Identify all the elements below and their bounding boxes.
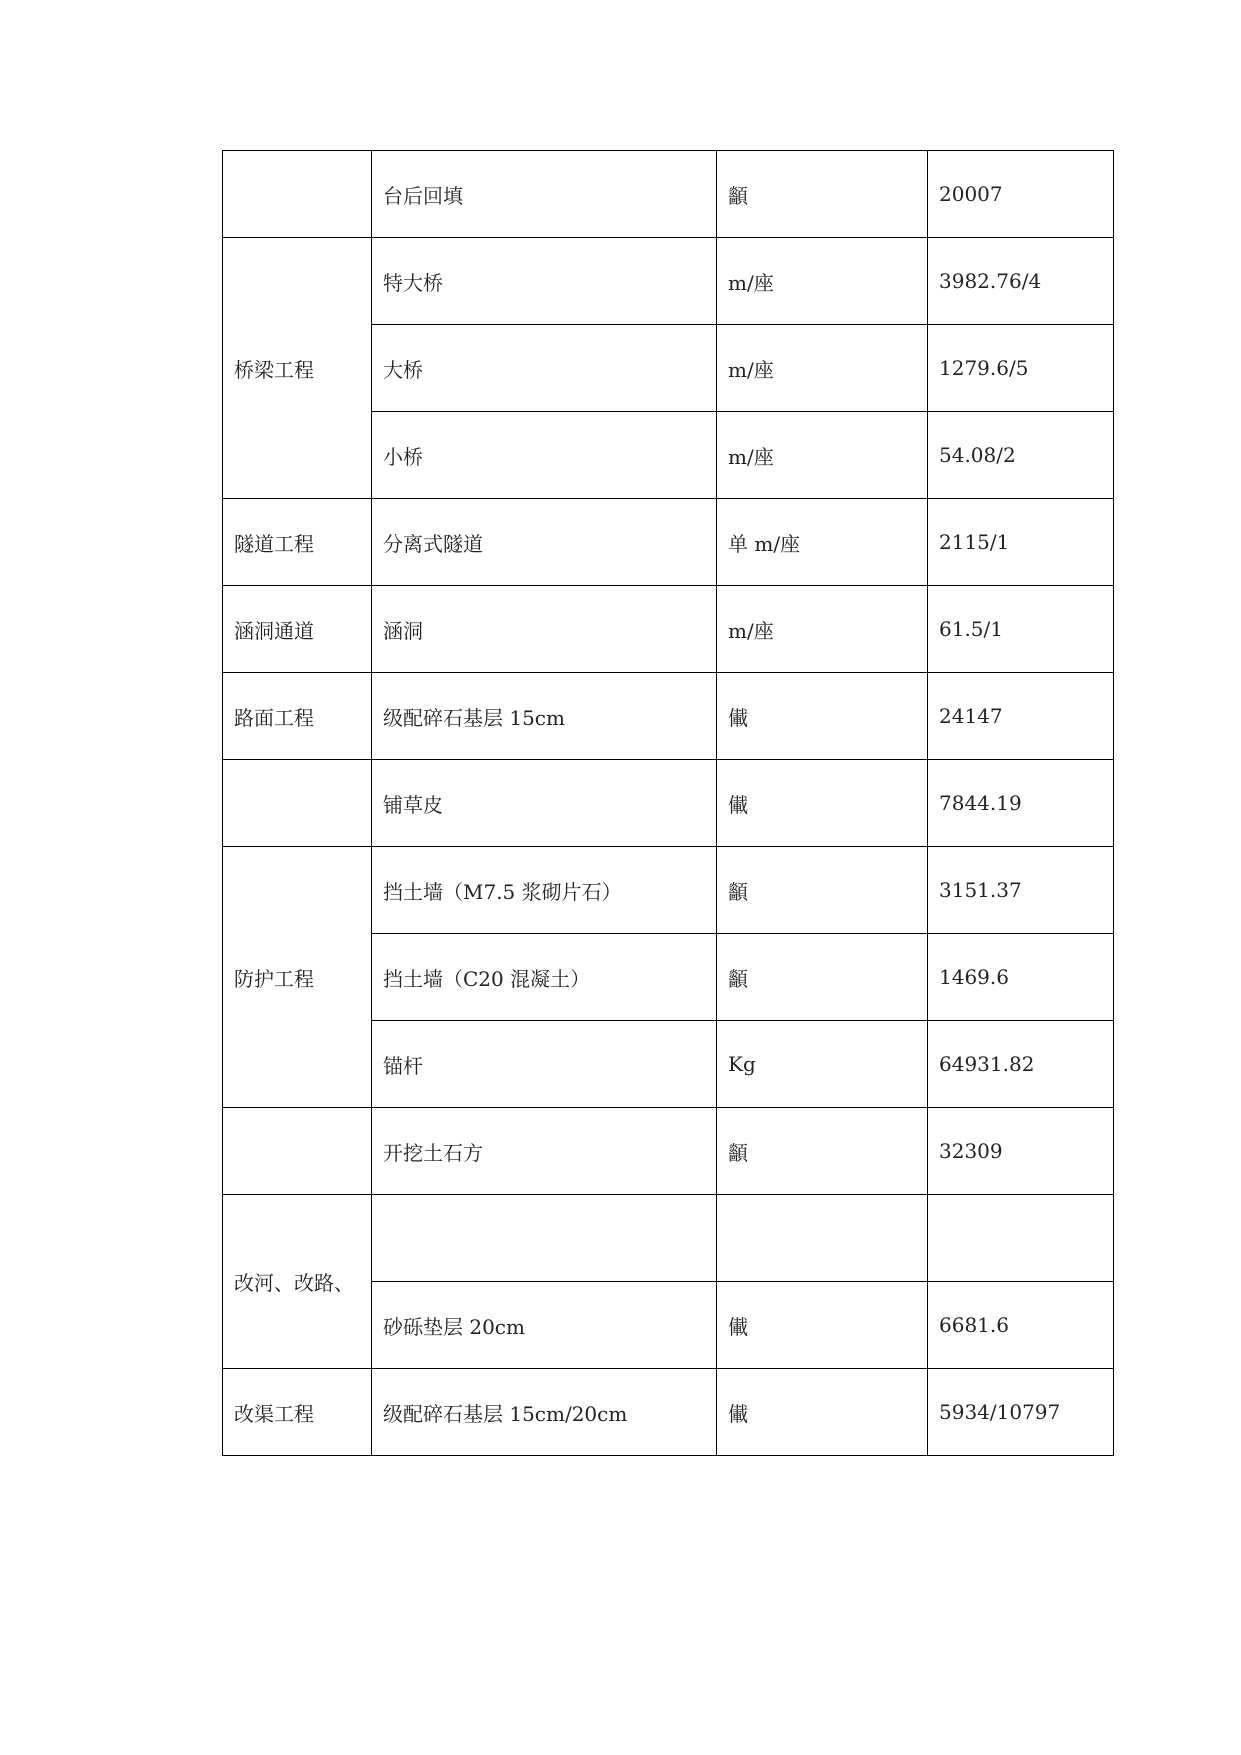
item-cell: 涵洞 [372, 586, 717, 673]
unit-cell: 单 m/座 [717, 499, 928, 586]
quantity-cell: 3982.76/4 [928, 238, 1114, 325]
category-cell: 桥梁工程 [223, 238, 372, 499]
table-row [223, 1369, 1114, 1456]
quantity-cell: 6681.6 [928, 1282, 1114, 1369]
item-cell: 分离式隧道 [372, 499, 717, 586]
item-cell: 铺草皮 [372, 760, 717, 847]
unit-cell: 儎 [717, 673, 928, 760]
unit-cell: m/座 [717, 412, 928, 499]
item-cell: 台后回填 [372, 151, 717, 238]
category-cell [223, 1108, 372, 1195]
table-row [223, 847, 1114, 934]
category-cell [223, 151, 372, 238]
quantity-cell: 32309 [928, 1108, 1114, 1195]
unit-cell: 顲 [717, 847, 928, 934]
item-cell: 挡土墙（M7.5 浆砌片石） [372, 847, 717, 934]
table-row [223, 673, 1114, 760]
quantity-cell: 2115/1 [928, 499, 1114, 586]
unit-cell: 顲 [717, 151, 928, 238]
quantity-cell: 24147 [928, 673, 1114, 760]
table-row [223, 1108, 1114, 1195]
quantity-cell: 5934/10797 [928, 1369, 1114, 1456]
unit-cell: m/座 [717, 238, 928, 325]
quantity-cell: 54.08/2 [928, 412, 1114, 499]
item-cell: 级配碎石基层 15cm [372, 673, 717, 760]
table-row [223, 586, 1114, 673]
unit-cell: 儎 [717, 1369, 928, 1456]
unit-cell: m/座 [717, 325, 928, 412]
quantity-cell: 61.5/1 [928, 586, 1114, 673]
unit-cell: 儎 [717, 1282, 928, 1369]
item-cell: 小桥 [372, 412, 717, 499]
unit-cell: m/座 [717, 586, 928, 673]
table-row [223, 499, 1114, 586]
unit-cell: 儎 [717, 760, 928, 847]
category-cell: 防护工程 [223, 847, 372, 1108]
item-cell [372, 1195, 717, 1282]
category-cell: 涵洞通道 [223, 586, 372, 673]
unit-cell: 顲 [717, 1108, 928, 1195]
quantity-cell: 3151.37 [928, 847, 1114, 934]
quantity-cell: 20007 [928, 151, 1114, 238]
quantity-cell: 1469.6 [928, 934, 1114, 1021]
category-cell: 路面工程 [223, 673, 372, 760]
item-cell: 锚杆 [372, 1021, 717, 1108]
item-cell: 特大桥 [372, 238, 717, 325]
category-cell: 隧道工程 [223, 499, 372, 586]
table-row [223, 238, 1114, 325]
category-cell: 改渠工程 [223, 1369, 372, 1456]
item-cell: 砂砾垫层 20cm [372, 1282, 717, 1369]
quantity-cell [928, 1195, 1114, 1282]
table-row [223, 1195, 1114, 1282]
unit-cell: 顲 [717, 934, 928, 1021]
quantity-table [222, 150, 1114, 1456]
table-row [223, 151, 1114, 238]
quantity-cell: 7844.19 [928, 760, 1114, 847]
item-cell: 挡土墙（C20 混凝土） [372, 934, 717, 1021]
quantity-cell: 64931.82 [928, 1021, 1114, 1108]
unit-cell [717, 1195, 928, 1282]
category-cell: 改河、改路、 [223, 1195, 372, 1369]
quantity-cell: 1279.6/5 [928, 325, 1114, 412]
table-row [223, 760, 1114, 847]
category-cell [223, 760, 372, 847]
item-cell: 级配碎石基层 15cm/20cm [372, 1369, 717, 1456]
unit-cell: Kg [717, 1021, 928, 1108]
item-cell: 开挖土石方 [372, 1108, 717, 1195]
item-cell: 大桥 [372, 325, 717, 412]
